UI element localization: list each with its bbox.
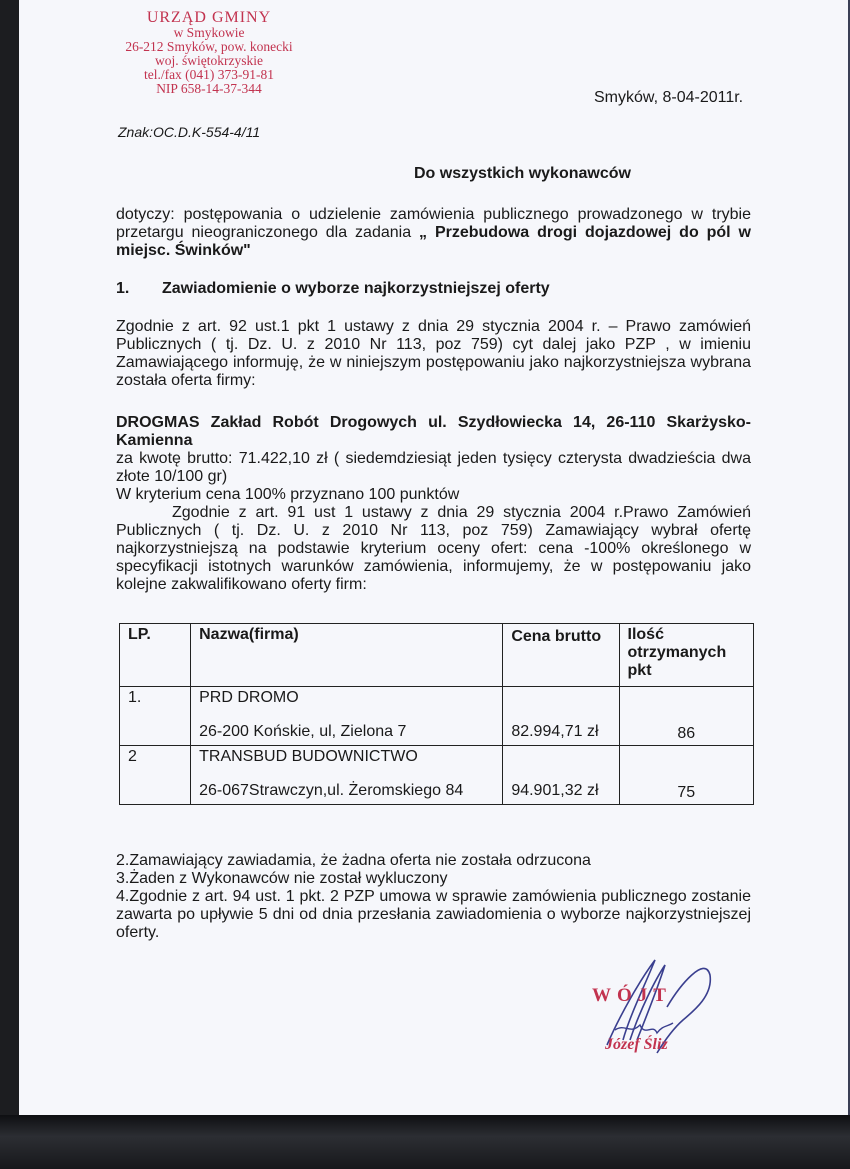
winner-amount: za kwotę brutto: 71.422,10 zł ( siedemdziesiąt jeden tysięcy czterysta dwadzieścia dwa złote 10/100 gr)	[116, 450, 751, 485]
subject-paragraph	[116, 206, 751, 260]
cell-points: 75	[619, 746, 753, 805]
stamp-line: 26-212 Smyków, pow. konecki	[125, 39, 293, 54]
company-name: TRANSBUD BUDOWNICTWO	[199, 748, 418, 765]
subject-prefix: dotyczy: postępowania o udzielenie zamówienia publicznego prowadzonego w trybie przetargu nieograniczonego dla zadania	[116, 206, 751, 241]
company-address: 26-200 Końskie, ul, Zielona 7	[199, 723, 407, 740]
cell-company	[191, 687, 503, 746]
addressee: Do wszystkich wykonawców	[414, 165, 631, 182]
cell-company	[191, 746, 503, 805]
stamp-line: w Smykowie	[173, 25, 245, 40]
header-name: Nazwa(firma)	[191, 624, 503, 687]
signer-name: Józef Śliz	[605, 1036, 668, 1053]
cell-price: 94.901,32 zł	[503, 746, 619, 805]
cell-price: 82.994,71 zł	[503, 687, 619, 746]
section-number: 1.	[116, 280, 130, 297]
winner-points: W kryterium cena 100% przyznano 100 punktów	[116, 486, 460, 503]
note-rejected: 2.Zamawiający zawiadamia, że żadna oferta nie została odrzucona	[116, 852, 591, 869]
header-price: Cena brutto	[503, 624, 619, 687]
place-date: Smyków, 8-04-2011r.	[594, 89, 744, 106]
scanner-edge	[0, 1115, 850, 1169]
cell-lp: 2	[120, 746, 191, 805]
office-stamp	[94, 10, 324, 96]
winner-name: DROGMAS Zakład Robót Drogowych ul. Szydłowiecka 14, 26-110 Skarżysko-Kamienna	[116, 414, 751, 449]
stamp-line: woj. świętokrzyskie	[155, 53, 263, 68]
section-heading	[116, 280, 550, 298]
header-lp: LP.	[120, 624, 191, 687]
task-name: „ Przebudowa drogi dojazdowej do pól w miejsc. Świnków"	[116, 224, 752, 259]
note-excluded: 3.Żaden z Wykonawców nie został wykluczony	[116, 870, 448, 887]
intro-paragraph: Zgodnie z art. 92 ust.1 pkt 1 ustawy z dnia 29 stycznia 2004 r. – Prawo zamówień Publicznych ( tj. Dz. U. z 2010 Nr 113, poz 759) cyt dalej jako PZP , w imieniu Zamawiającego informuję, że w niniejszym postępowaniu jako najkorzystniejsza wybrana została oferta firmy:	[116, 318, 751, 389]
table-row	[120, 687, 754, 746]
note-contract: 4.Zgodnie z art. 94 ust. 1 pkt. 2 PZP umowa w sprawie zamówienia publicznego zostanie zawarta po upływie 5 dni od dnia przesłania zawiadomienia o wyborze najkorzystniejszej oferty.	[116, 888, 751, 941]
header-points: Ilość otrzymanych pkt	[619, 624, 753, 687]
stamp-line: tel./fax (041) 373-91-81	[143, 67, 275, 82]
company-name: PRD DROMO	[199, 689, 299, 706]
stamp-line: NIP 658-14-37-344	[156, 81, 262, 96]
stamp-line: URZĄD GMINY	[146, 9, 272, 26]
reference-number: Znak:OC.D.K-554-4/11	[118, 124, 261, 140]
table-row	[120, 746, 754, 805]
ranking-intro: Zgodnie z art. 91 ust 1 ustawy z dnia 29 stycznia 2004 r.Prawo Zamówień Publicznych ( tj. Dz. U. z 2010 Nr 113, poz 759) Zamawiający wybrał ofertę najkorzystniejszą na podstawie kryterium oceny ofert: cena -100% określonego w specyfikacji istotnych warunków zamówienia, informujemy, że w postępowaniu jako kolejne zakwalifikowano oferty firm:	[116, 504, 751, 593]
cell-points: 86	[619, 687, 753, 746]
cell-lp: 1.	[120, 687, 191, 746]
wojt-stamp: WÓJT	[592, 985, 672, 1006]
section-title: Zawiadomienie o wyborze najkorzystniejszej oferty	[162, 280, 550, 297]
offers-table	[119, 623, 754, 805]
table-header-row	[120, 624, 754, 687]
scanned-page	[19, 0, 850, 1115]
company-address: 26-067Strawczyn,ul. Żeromskiego 84	[199, 782, 464, 799]
